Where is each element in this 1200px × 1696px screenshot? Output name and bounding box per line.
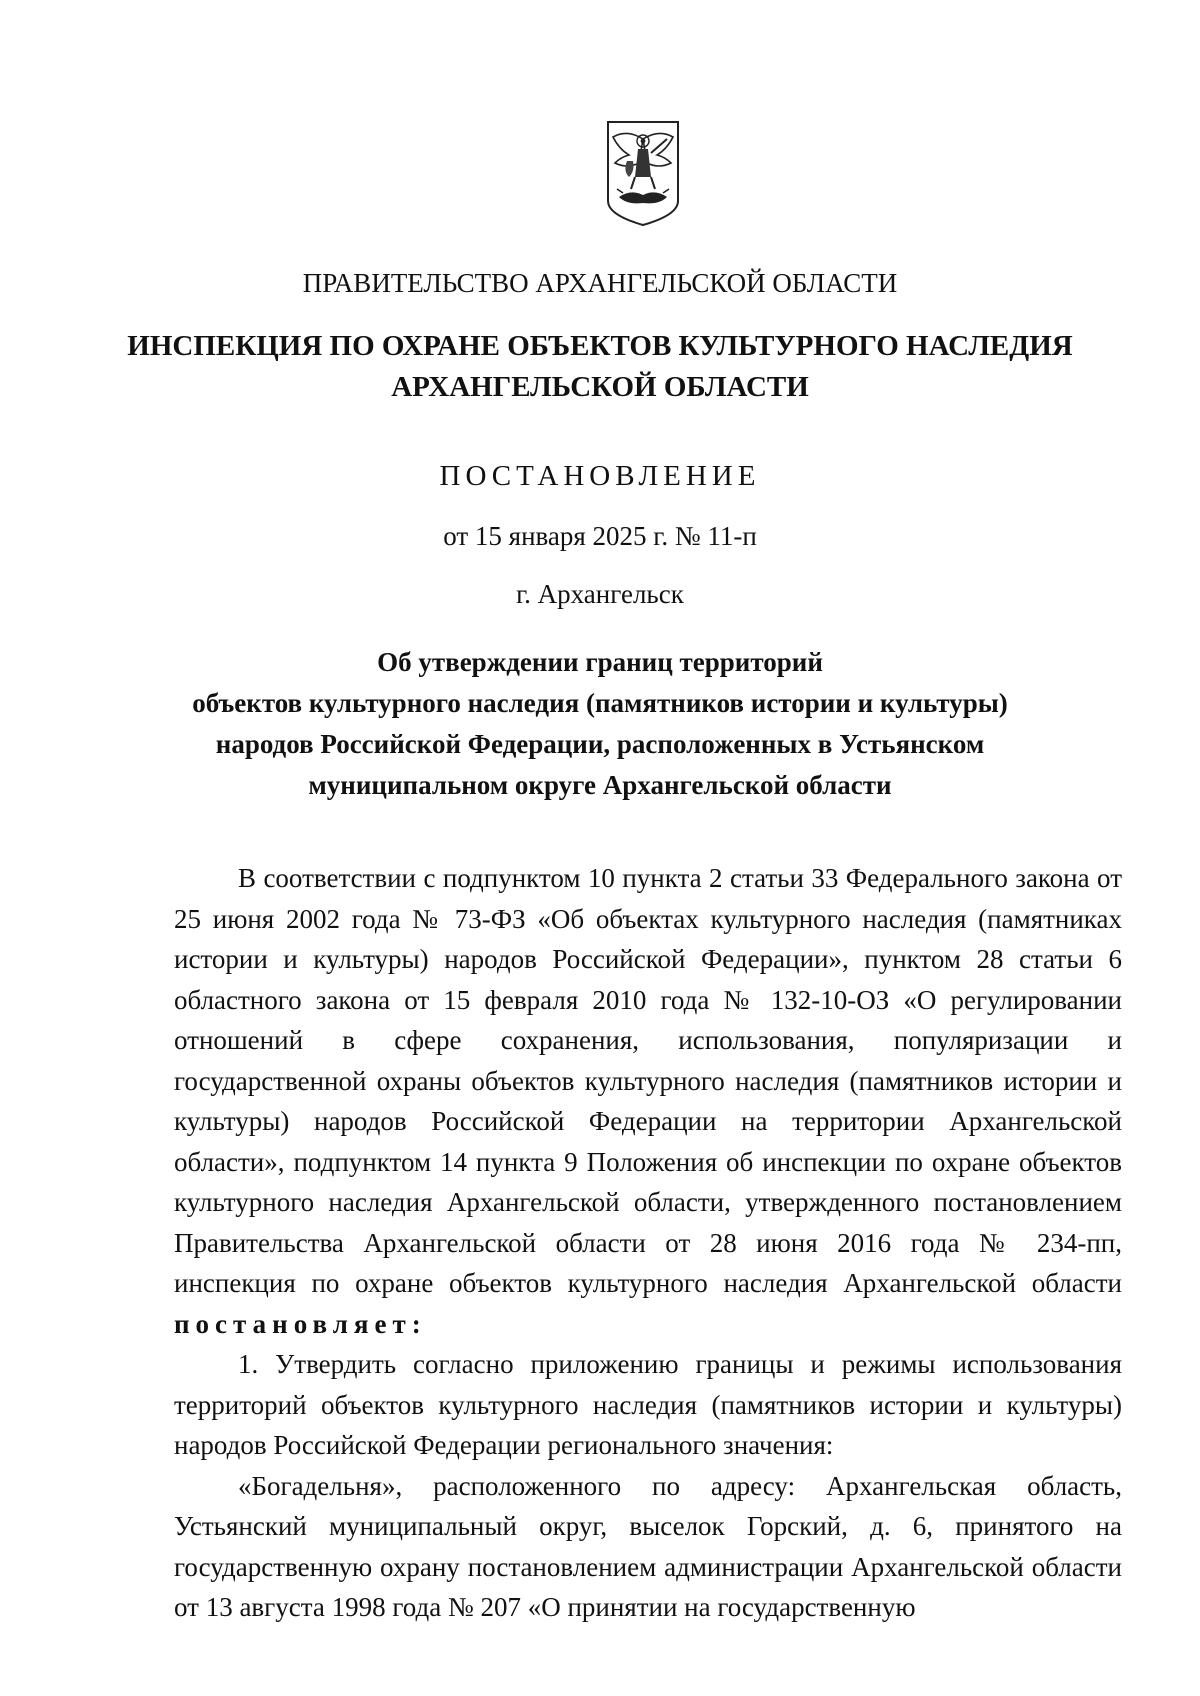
government-name: ПРАВИТЕЛЬСТВО АРХАНГЕЛЬСКОЙ ОБЛАСТИ bbox=[302, 268, 898, 298]
document-city: г. Архангельск bbox=[516, 579, 684, 609]
inspection-name-line-2: АРХАНГЕЛЬСКОЙ ОБЛАСТИ bbox=[391, 371, 809, 403]
document-title-line-4: муниципальном округе Архангельской области bbox=[308, 770, 892, 800]
document-title-line-2: объектов культурного наследия (памятников истории и культуры) bbox=[192, 688, 1008, 718]
document-type: ПОСТАНОВЛЕНИЕ bbox=[439, 460, 761, 492]
document-title-line-1: Об утверждении границ территорий bbox=[377, 647, 823, 677]
paragraph-preamble bbox=[174, 858, 1122, 1344]
document-title bbox=[0, 642, 1200, 806]
decision-keyword: постановляет: bbox=[174, 1308, 427, 1339]
preamble-text: В соответствии с подпунктом 10 пункта 2 статьи 33 Федерального закона от 25 июня 2002 года № 73-ФЗ «Об объектах культурного наследия (памятниках истории и культуры) народов Российской Федерации», пунктом 28 статьи 6 областного закона от 15 февраля 2010 года № 132-10-ОЗ «О регулировании отношений в сфере сохранения, использования, популяризации и государственной охраны объектов культурного наследия (памятников истории и культуры) народов Российской Федерации на территории Архангельской области», подпунктом 14 пункта 9 Положения об инспекции по охране объектов культурного наследия Архангельской области, утвержденного постановлением Правительства Архангельской области от 28 июня 2016 года № 234-пп, инспекция по охране объектов культурного наследия Архангельской области bbox=[174, 863, 1122, 1298]
paragraph-item-1: 1. Утвердить согласно приложению границы и режимы использования территорий объектов культурного наследия (памятников истории и культуры) народов Российской Федерации регионального значения: bbox=[174, 1349, 1122, 1460]
coat-of-arms-icon bbox=[605, 119, 681, 227]
document-body bbox=[174, 858, 1122, 1628]
document-date-number: от 15 января 2025 г. № 11-п bbox=[443, 521, 757, 551]
inspection-name bbox=[0, 326, 1200, 408]
paragraph-object-bogadelnya: «Богадельня», расположенного по адресу: Архангельская область, Устьянский муниципальный округ, выселок Горский, д. 6, принятого на государственную охрану постановлением администрации Архангельской области от 13 августа 1998 года № 207 «О принятии на государственную bbox=[174, 1470, 1122, 1622]
document-title-line-3: народов Российской Федерации, расположенных в Устьянском bbox=[215, 729, 985, 759]
inspection-name-line-1: ИНСПЕКЦИЯ ПО ОХРАНЕ ОБЪЕКТОВ КУЛЬТУРНОГО НАСЛЕДИЯ bbox=[127, 330, 1073, 362]
